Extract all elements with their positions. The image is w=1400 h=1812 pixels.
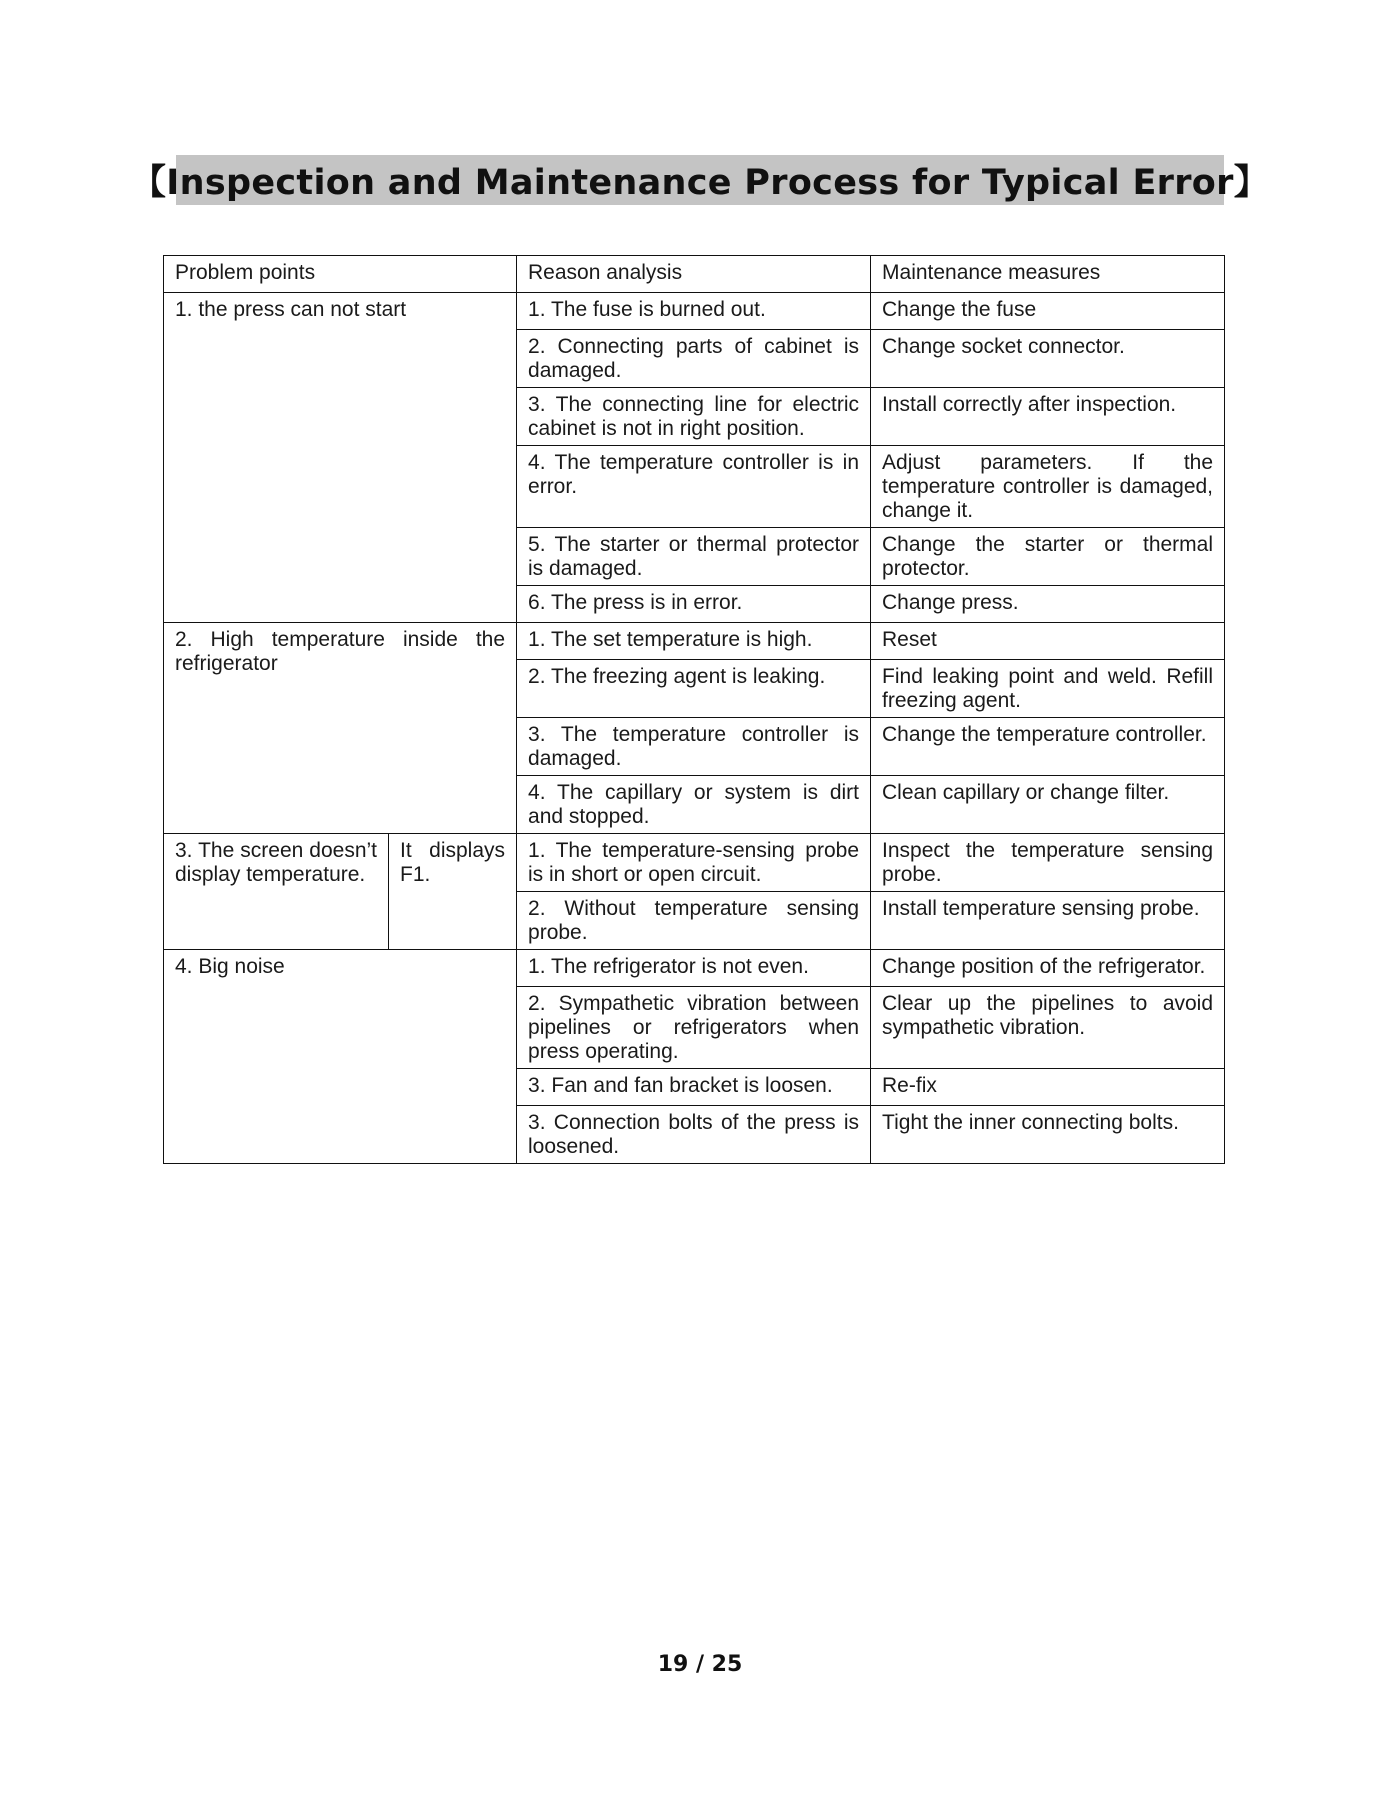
table-header-row bbox=[164, 256, 1225, 293]
symptom-cell: It displays F1. bbox=[389, 834, 517, 950]
problem-cell: 1. the press can not start bbox=[164, 293, 517, 623]
reason-cell: 3. Connection bolts of the press is loosened. bbox=[517, 1106, 871, 1164]
table-row bbox=[164, 293, 1225, 330]
measure-cell: Reset bbox=[871, 623, 1225, 660]
problem-cell: 2. High temperature inside the refrigerator bbox=[164, 623, 517, 834]
reason-cell: 4. The temperature controller is in error. bbox=[517, 446, 871, 528]
reason-cell: 1. The set temperature is high. bbox=[517, 623, 871, 660]
measure-cell: Change position of the refrigerator. bbox=[871, 950, 1225, 987]
reason-cell: 1. The refrigerator is not even. bbox=[517, 950, 871, 987]
error-maintenance-table bbox=[163, 255, 1225, 1164]
reason-cell: 2. Connecting parts of cabinet is damaged. bbox=[517, 330, 871, 388]
measure-cell: Change the fuse bbox=[871, 293, 1225, 330]
reason-cell: 2. Sympathetic vibration between pipelines or refrigerators when press operating. bbox=[517, 987, 871, 1069]
measure-cell: Inspect the temperature sensing probe. bbox=[871, 834, 1225, 892]
reason-cell: 6. The press is in error. bbox=[517, 586, 871, 623]
table-row bbox=[164, 834, 1225, 892]
measure-cell: Change press. bbox=[871, 586, 1225, 623]
measure-cell: Find leaking point and weld. Refill freezing agent. bbox=[871, 660, 1225, 718]
table-row bbox=[164, 623, 1225, 660]
problem-cell: 4. Big noise bbox=[164, 950, 517, 1164]
page-title: 【Inspection and Maintenance Process for Typical Error】 bbox=[176, 155, 1224, 205]
page-number: 19 / 25 bbox=[657, 1652, 743, 1677]
reason-cell: 4. The capillary or system is dirt and stopped. bbox=[517, 776, 871, 834]
measure-cell: Change the temperature controller. bbox=[871, 718, 1225, 776]
measure-cell: Install temperature sensing probe. bbox=[871, 892, 1225, 950]
header-reason-analysis: Reason analysis bbox=[517, 256, 871, 293]
reason-cell: 3. The connecting line for electric cabinet is not in right position. bbox=[517, 388, 871, 446]
reason-cell: 1. The temperature-sensing probe is in short or open circuit. bbox=[517, 834, 871, 892]
measure-cell: Re-fix bbox=[871, 1069, 1225, 1106]
measure-cell: Change socket connector. bbox=[871, 330, 1225, 388]
header-maintenance-measures: Maintenance measures bbox=[871, 256, 1225, 293]
reason-cell: 2. Without temperature sensing probe. bbox=[517, 892, 871, 950]
table-row bbox=[164, 950, 1225, 987]
measure-cell: Change the starter or thermal protector. bbox=[871, 528, 1225, 586]
reason-cell: 1. The fuse is burned out. bbox=[517, 293, 871, 330]
reason-cell: 5. The starter or thermal protector is damaged. bbox=[517, 528, 871, 586]
reason-cell: 3. The temperature controller is damaged. bbox=[517, 718, 871, 776]
reason-cell: 3. Fan and fan bracket is loosen. bbox=[517, 1069, 871, 1106]
measure-cell: Clean capillary or change filter. bbox=[871, 776, 1225, 834]
problem-cell: 3. The screen doesn’t display temperature. bbox=[164, 834, 389, 950]
measure-cell: Adjust parameters. If the temperature controller is damaged, change it. bbox=[871, 446, 1225, 528]
reason-cell: 2. The freezing agent is leaking. bbox=[517, 660, 871, 718]
header-problem-points: Problem points bbox=[164, 256, 517, 293]
measure-cell: Install correctly after inspection. bbox=[871, 388, 1225, 446]
measure-cell: Tight the inner connecting bolts. bbox=[871, 1106, 1225, 1164]
measure-cell: Clear up the pipelines to avoid sympathetic vibration. bbox=[871, 987, 1225, 1069]
